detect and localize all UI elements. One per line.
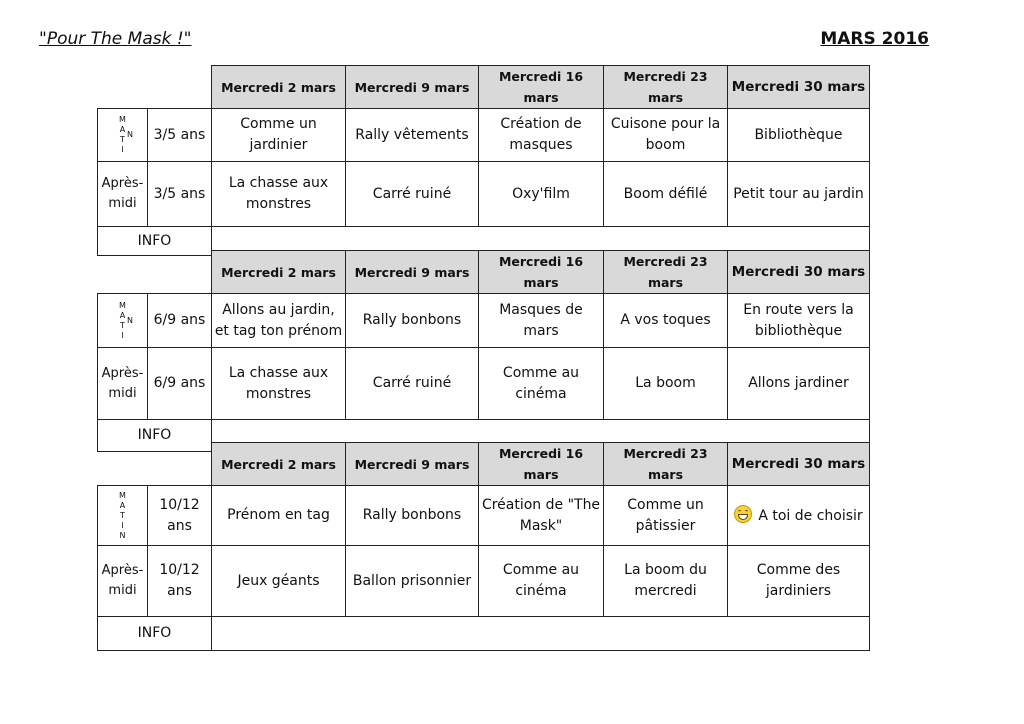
activity-cell: La boom bbox=[604, 348, 728, 420]
date-header: Mercredi 23 mars bbox=[604, 66, 728, 109]
activity-cell: Bibliothèque bbox=[728, 109, 870, 162]
matin-label: M A T I N bbox=[98, 486, 148, 546]
activity-cell: Comme un jardinier bbox=[212, 109, 346, 162]
activity-cell: A vos toques bbox=[604, 294, 728, 348]
age-group: 6/9 ans bbox=[148, 348, 212, 420]
activity-cell: Comme des jardiniers bbox=[728, 546, 870, 617]
activity-cell: Rally bonbons bbox=[346, 294, 479, 348]
info-label: INFO bbox=[98, 420, 212, 452]
activity-cell: Masques de mars bbox=[479, 294, 604, 348]
matin-label: M A T I N bbox=[98, 294, 148, 348]
date-header: Mercredi 30 mars bbox=[728, 66, 870, 109]
age-group: 10/12 ans bbox=[148, 546, 212, 617]
grinning-face-icon bbox=[734, 505, 752, 523]
activity-cell: Ballon prisonnier bbox=[346, 546, 479, 617]
date-header: Mercredi 16 mars bbox=[479, 66, 604, 109]
age-group: 6/9 ans bbox=[148, 294, 212, 348]
date-header: Mercredi 2 mars bbox=[212, 251, 346, 294]
activity-cell: En route vers la bibliothèque bbox=[728, 294, 870, 348]
date-header: Mercredi 16 mars bbox=[479, 251, 604, 294]
info-cell bbox=[212, 617, 870, 651]
schedule-section-6-9 bbox=[97, 250, 870, 452]
activity-cell: Rally bonbons bbox=[346, 486, 479, 546]
document-month: MARS 2016 bbox=[820, 29, 929, 49]
date-header: Mercredi 9 mars bbox=[346, 251, 479, 294]
date-header: Mercredi 16 mars bbox=[479, 443, 604, 486]
age-group: 3/5 ans bbox=[148, 162, 212, 227]
activity-cell: Allons au jardin, et tag ton prénom bbox=[212, 294, 346, 348]
date-header: Mercredi 9 mars bbox=[346, 443, 479, 486]
age-group: 3/5 ans bbox=[148, 109, 212, 162]
activity-cell: Allons jardiner bbox=[728, 348, 870, 420]
activity-cell: Rally vêtements bbox=[346, 109, 479, 162]
date-header: Mercredi 23 mars bbox=[604, 443, 728, 486]
apres-midi-label: Après-midi bbox=[98, 546, 148, 617]
info-label: INFO bbox=[98, 227, 212, 256]
document-title: "Pour The Mask !" bbox=[39, 29, 192, 49]
header-spacer bbox=[98, 251, 212, 294]
activity-cell: Prénom en tag bbox=[212, 486, 346, 546]
info-label: INFO bbox=[98, 617, 212, 651]
activity-cell: Carré ruiné bbox=[346, 348, 479, 420]
activity-cell: Cuisone pour la boom bbox=[604, 109, 728, 162]
activity-cell: Comme au cinéma bbox=[479, 546, 604, 617]
schedule-table bbox=[97, 442, 870, 651]
activity-cell: La chasse aux monstres bbox=[212, 162, 346, 227]
schedule-table bbox=[97, 65, 870, 256]
date-header: Mercredi 30 mars bbox=[728, 251, 870, 294]
activity-cell: Petit tour au jardin bbox=[728, 162, 870, 227]
schedule-section-3-5 bbox=[97, 65, 870, 256]
matin-label: M A T I N bbox=[98, 109, 148, 162]
schedule-table bbox=[97, 250, 870, 452]
activity-cell: Carré ruiné bbox=[346, 162, 479, 227]
date-header: Mercredi 2 mars bbox=[212, 66, 346, 109]
activity-cell: Comme au cinéma bbox=[479, 348, 604, 420]
activity-cell-choice: A toi de choisir bbox=[728, 486, 870, 546]
apres-midi-label: Après-midi bbox=[98, 348, 148, 420]
date-header: Mercredi 9 mars bbox=[346, 66, 479, 109]
activity-cell: Création de "The Mask" bbox=[479, 486, 604, 546]
date-header: Mercredi 30 mars bbox=[728, 443, 870, 486]
activity-cell: Création de masques bbox=[479, 109, 604, 162]
date-header: Mercredi 2 mars bbox=[212, 443, 346, 486]
activity-cell: Comme un pâtissier bbox=[604, 486, 728, 546]
header-spacer bbox=[98, 443, 212, 486]
activity-cell: La chasse aux monstres bbox=[212, 348, 346, 420]
age-group: 10/12 ans bbox=[148, 486, 212, 546]
header-spacer bbox=[98, 66, 212, 109]
activity-cell: Boom défilé bbox=[604, 162, 728, 227]
activity-cell: La boom du mercredi bbox=[604, 546, 728, 617]
activity-cell: Jeux géants bbox=[212, 546, 346, 617]
activity-cell: Oxy'film bbox=[479, 162, 604, 227]
apres-midi-label: Après-midi bbox=[98, 162, 148, 227]
date-header: Mercredi 23 mars bbox=[604, 251, 728, 294]
schedule-section-10-12 bbox=[97, 442, 870, 651]
